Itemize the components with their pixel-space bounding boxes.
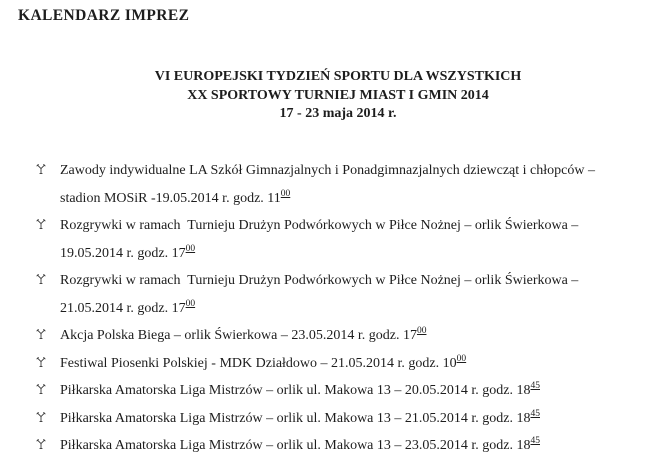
- event-item: [0, 322, 670, 350]
- events-list: [0, 157, 670, 460]
- event-item: [0, 212, 670, 267]
- event-text-line: [60, 295, 656, 323]
- event-text: Akcja Polska Biega – orlik Świerkowa – 23.05.2014 r. godz. 17: [60, 328, 417, 343]
- event-time-superscript: 45: [530, 436, 540, 446]
- event-time-superscript: 45: [530, 381, 540, 391]
- event-text-line: [60, 185, 656, 213]
- event-text: Rozgrywki w ramach Turnieju Drużyn Podwórkowych w Piłce Nożnej – orlik Świerkowa –: [60, 273, 579, 288]
- event-text: 21.05.2014 r. godz. 17: [60, 300, 186, 316]
- event-bullet-icon: [36, 384, 46, 395]
- event-time-superscript: 00: [185, 298, 196, 309]
- event-text-line: [60, 432, 656, 460]
- event-text: stadion MOSiR -19.05.2014 r. godz. 11: [60, 190, 281, 206]
- event-item: [0, 405, 670, 433]
- event-bullet-icon: [36, 274, 46, 285]
- event-text-line: [60, 240, 656, 268]
- event-item: [0, 377, 670, 405]
- event-bullet-icon: [36, 219, 46, 230]
- event-text: Festiwal Piosenki Polskiej - MDK Działdowo – 21.05.2014 r. godz. 10: [60, 355, 457, 371]
- event-time-superscript: 00: [456, 353, 467, 364]
- event-time-superscript: 45: [530, 408, 540, 419]
- event-item: [0, 157, 670, 212]
- event-text: Piłkarska Amatorska Liga Mistrzów – orlik ul. Makowa 13 – 20.05.2014 r. godz. 18: [60, 383, 531, 398]
- event-text-line: [60, 267, 656, 295]
- event-bullet-icon: [36, 412, 46, 423]
- heading-line-1: VI EUROPEJSKI TYDZIEŃ SPORTU DLA WSZYSTKICH: [154, 69, 522, 84]
- event-text-line: [60, 405, 656, 433]
- event-bullet-icon: [36, 164, 46, 175]
- event-item: [0, 432, 670, 460]
- event-bullet-icon: [36, 357, 46, 368]
- event-text: Piłkarska Amatorska Liga Mistrzów – orlik ul. Makowa 13 – 23.05.2014 r. godz. 18: [60, 438, 531, 453]
- event-text-line: [60, 322, 656, 350]
- event-heading: [10, 68, 666, 124]
- heading-line-2: XX SPORTOWY TURNIEJ MIAST I GMIN 2014: [187, 87, 489, 103]
- event-text: Piłkarska Amatorska Liga Mistrzów – orlik ul. Makowa 13 – 21.05.2014 r. godz. 18: [60, 410, 531, 426]
- heading-line-3: 17 - 23 maja 2014 r.: [279, 106, 397, 121]
- event-text: Rozgrywki w ramach Turnieju Drużyn Podwórkowych w Piłce Nożnej – orlik Świerkowa –: [60, 218, 579, 233]
- event-time-superscript: 00: [185, 243, 196, 254]
- event-bullet-icon: [36, 439, 46, 450]
- event-text: Zawody indywidualne LA Szkół Gimnazjalnych i Ponadgimnazjalnych dziewcząt i chłopców –: [60, 163, 595, 178]
- event-text-line: [60, 157, 656, 185]
- event-text: 19.05.2014 r. godz. 17: [60, 245, 186, 261]
- event-item: [0, 267, 670, 322]
- event-time-superscript: 00: [280, 188, 291, 199]
- event-bullet-icon: [36, 329, 46, 340]
- event-text-line: [60, 350, 656, 378]
- event-time-superscript: 00: [416, 326, 427, 336]
- event-text-line: [60, 377, 656, 405]
- event-item: [0, 350, 670, 378]
- event-text-line: [60, 212, 656, 240]
- document-title: KALENDARZ IMPREZ: [18, 7, 190, 24]
